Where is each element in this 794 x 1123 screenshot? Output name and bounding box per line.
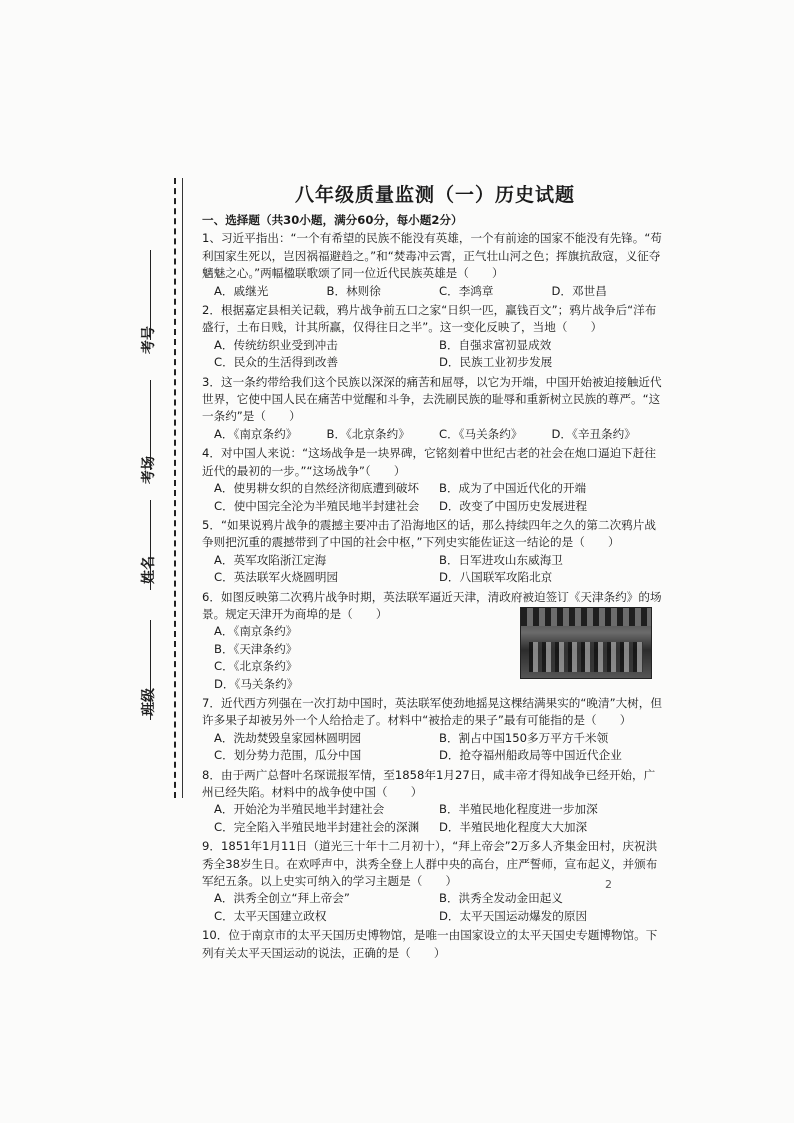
option-group [202, 890, 664, 925]
question-8 [202, 767, 664, 837]
option-a: A．《南京条约》 [214, 624, 298, 639]
question-9 [202, 838, 664, 925]
option-d: D．半殖民地化程度大大加深 [439, 819, 588, 834]
section-heading: 一、选择题（共30小题，满分60分，每小题2分） [202, 213, 463, 227]
option-group [202, 801, 664, 836]
question-4 [202, 445, 664, 515]
question-7 [202, 695, 664, 765]
question-stem: 10．位于南京市的太平天国历史博物馆，是唯一由国家设立的太平天国史专题博物馆。下列有关太平天国运动的说法，正确的是（ ） [202, 928, 658, 960]
option-b: B．成为了中国近代化的开端 [439, 481, 587, 496]
bleed-through-left [0, 190, 160, 280]
binding-margin [168, 178, 198, 798]
name-label: 姓名 [141, 556, 157, 584]
question-10 [202, 927, 664, 962]
option-d: D．《辛丑条约》 [551, 426, 636, 441]
option-d: D．抢夺福州船政局等中国近代企业 [439, 748, 622, 763]
option-d: D．改变了中国历史发展进程 [439, 498, 588, 513]
option-a: A．传统纺织业受到冲击 [214, 337, 338, 352]
option-c: C．英法联军火烧圆明园 [214, 570, 339, 585]
option-group [202, 730, 664, 765]
question-stem: 9．1851年1月11日（道光三十年十二月初十），“拜上帝会”2万多人齐集金田村，庆祝洪秀全38岁生日。在欢呼声中，洪秀全登上人群中央的高台，庄严誓师，宣布起义，并颁布军纪五条。以上史实可纳入的学习主题是（ ） [202, 839, 658, 889]
option-c: C．划分势力范围，瓜分中国 [214, 748, 362, 763]
option-group [202, 426, 664, 443]
treaty-signing-photo [520, 607, 652, 679]
option-b: B．林则徐 [326, 283, 381, 298]
option-b: B．《天津条约》 [214, 641, 298, 656]
option-a: A．洪秀全创立“拜上帝会” [214, 891, 350, 906]
option-b: B．洪秀全发动金田起义 [439, 891, 563, 906]
option-c: C．李鸿章 [439, 283, 494, 298]
option-b: B．日军进攻山东威海卫 [439, 552, 563, 567]
question-3 [202, 374, 664, 444]
option-b: B．自强求富初显成效 [439, 337, 552, 352]
question-2 [202, 302, 664, 372]
question-stem: 6．如图反映第二次鸦片战争时期，英法联军逼近天津，清政府被迫签订《天津条约》的场景。规定天津开为商埠的是（ ） [202, 589, 662, 621]
question-stem: 1、习近平指出：“一个有希望的民族不能没有英雄，一个有前途的国家不能没有先锋。“苟利国家生死以，岂因祸福避趋之。”和“焚毒冲云霄，正气壮山河之色；挥旗抗敌寇，义征夺魑魅之心。”两幅楹联歌颂了同一位近代民族英雄是（ ） [202, 231, 662, 281]
question-1 [202, 230, 664, 300]
option-c: C．太平天国建立政权 [214, 908, 327, 923]
question-stem: 4．对中国人来说：“这场战争是一块界碑，它铭刻着中世纪古老的社会在炮口逼迫下赶往近代的最初的一步。”“这场战争”（ ） [202, 446, 656, 478]
question-stem: 3．这一条约带给我们这个民族以深深的痛苦和屈辱，以它为开端，中国开始被迫接触近代世界，它使中国人民在痛苦中觉醒和斗争，去洗刷民族的耻辱和重新树立民族的尊严。“这一条约”是（ ） [202, 374, 662, 424]
option-d: D．《马关条约》 [214, 676, 299, 691]
exam-no-label: 考号 [141, 326, 157, 354]
option-b: B．《北京条约》 [326, 426, 410, 441]
option-c: C．民众的生活得到改善 [214, 355, 339, 370]
option-group [202, 283, 664, 300]
option-a: A．《南京条约》 [214, 426, 298, 441]
question-stem: 7．近代西方列强在一次打劫中国时，英法联军使劲地摇晃这棵结满果实的“晚清”大树，但许多果子却被另外一个人给拾走了。材料中“被拾走的果子”最有可能指的是（ ） [202, 695, 662, 728]
binding-solid-line [182, 178, 183, 798]
question-stem: 2．根据嘉定县相关记载，鸦片战争前五口之家“日织一匹，赢钱百文”；鸦片战争后“洋布盛行，土布日贱，计其所赢，仅得往日之半”。这一变化反映了，当地（ ） [202, 303, 657, 335]
question-stem: 8．由于两广总督叶名琛谎报军情，至1858年1月27日，咸丰帝才得知战争已经开始，广州已经失陷。材料中的战争使中国（ ） [202, 767, 656, 799]
option-d: D．八国联军攻陷北京 [439, 570, 553, 585]
option-a: A．开始沦为半殖民地半封建社会 [214, 802, 385, 817]
question-list [202, 212, 664, 964]
class-label: 班级 [141, 688, 157, 716]
option-b: B．割占中国150多万平方千米领 [439, 730, 609, 745]
question-6 [202, 589, 664, 693]
option-group [202, 552, 664, 587]
option-d: D．邓世昌 [551, 283, 607, 298]
option-group [202, 480, 664, 515]
option-d: D．民族工业初步发展 [439, 355, 553, 370]
option-c: C．完全陷入半殖民地半封建社会的深渊 [214, 819, 420, 834]
exam-room-label: 考场 [141, 456, 157, 484]
photo-figures [529, 642, 643, 672]
option-a: A．英军攻陷浙江定海 [214, 552, 327, 567]
option-a: A．使男耕女织的自然经济彻底遭到破坏 [214, 481, 420, 496]
option-a: A．戚继光 [214, 283, 269, 298]
option-a: A．洗劫焚毁皇家园林圆明园 [214, 730, 362, 745]
option-c: C．《北京条约》 [214, 659, 298, 674]
photo-roof [521, 608, 651, 626]
option-b: B．半殖民地化程度进一步加深 [439, 802, 598, 817]
page-number: 2 [605, 878, 612, 891]
option-c: C．使中国完全沦为半殖民地半封建社会 [214, 498, 420, 513]
question-5 [202, 517, 664, 587]
option-group [202, 337, 664, 372]
option-d: D．太平天国运动爆发的原因 [439, 908, 588, 923]
option-c: C．《马关条约》 [439, 426, 523, 441]
binding-dashed-line [174, 178, 176, 798]
exam-title: 八年级质量监测（一）历史试题 [294, 184, 575, 206]
question-stem: 5．“如果说鸦片战争的震撼主要冲击了沿海地区的话，那么持续四年之久的第二次鸦片战争则把沉重的震撼带到了中国的社会中枢，”下列史实能佐证这一结论的是（ ） [202, 517, 656, 550]
